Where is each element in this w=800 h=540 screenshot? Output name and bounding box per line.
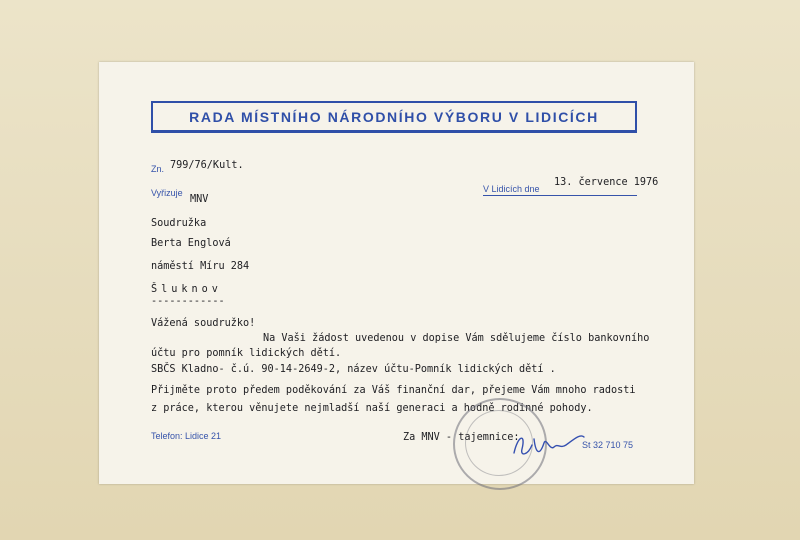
phone-label: Telefon: Lidice 21 (151, 431, 222, 441)
body-line-2: účtu pro pomník lidických dětí. (151, 348, 342, 359)
signature-scribble (510, 425, 590, 465)
recipient-street: náměstí Míru 284 (151, 261, 250, 272)
city-underline: ------------ (151, 296, 225, 307)
account-code: St 32 710 75 (582, 440, 634, 450)
recipient-name: Berta Englová (151, 238, 231, 249)
date-underline (483, 195, 637, 196)
date-label: V Lidicích dne (483, 184, 540, 194)
signoff: Za MNV - tajemnice: (403, 432, 520, 443)
letterhead-box (151, 101, 637, 132)
handler-label: Vyřizuje (151, 188, 183, 198)
organization-name: RADA MÍSTNÍHO NÁRODNÍHO VÝBORU V LIDICÍCH (189, 108, 599, 125)
body-line-1: Na Vaši žádost uvedenou v dopise Vám sdělujeme číslo bankovního (263, 333, 650, 344)
letter-date: 13. července 1976 (554, 177, 659, 188)
greeting: Vážená soudružko! (151, 318, 256, 329)
recipient-salutation: Soudružka (151, 218, 207, 229)
body-line-4: Přijměte proto předem poděkování za Váš finanční dar, přejeme Vám mnoho radosti (151, 385, 636, 396)
recipient-city: Šluknov (151, 284, 222, 295)
reference-number: 799/76/Kult. (170, 160, 244, 171)
body-line-3: SBČS Kladno- č.ú. 90-14-2649-2, název účtu-Pomník lidických dětí . (151, 364, 556, 375)
handler-value: MNV (190, 194, 209, 205)
body-line-5: z práce, kterou věnujete nejmladší naší generaci a hodně rodinné pohody. (151, 403, 593, 414)
letterhead-rule (151, 132, 637, 133)
reference-label: Zn. (151, 164, 165, 174)
